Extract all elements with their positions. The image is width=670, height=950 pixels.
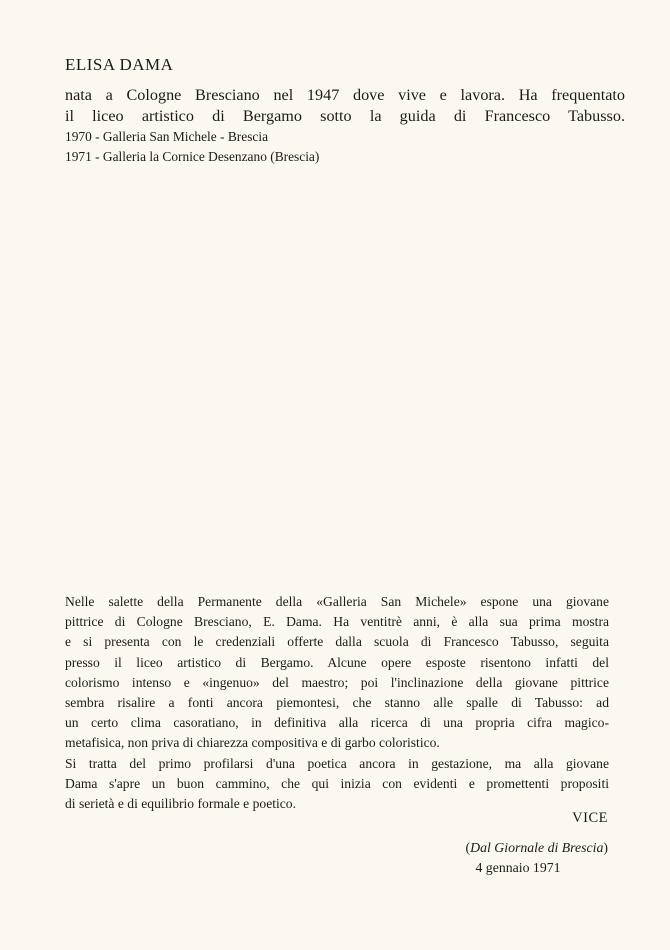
review-line: di serietà e di equilibrio formale e poetico. — [65, 796, 297, 812]
review-line: un certo clima casoratiano, in definitiva alla ricerca di una propria cifra magico- — [65, 715, 609, 731]
review-line: presso il liceo artistico di Bergamo. Alcune opere esposte risentono infatti del — [65, 654, 609, 670]
exhibition-entry: 1970 - Galleria San Michele - Brescia — [65, 129, 269, 144]
review-line: Nelle salette della Permanente della «Galleria San Michele» espone una giovane — [65, 594, 609, 609]
review-line: Si tratta del primo profilarsi d'una poetica ancora in gestazione, ma alla giovane — [65, 755, 609, 771]
review-text — [65, 592, 609, 814]
exhibition-entry: 1971 - Galleria la Cornice Desenzano (Brescia) — [65, 149, 320, 164]
artist-name: ELISA DAMA — [65, 55, 174, 74]
bio-line: il liceo artistico di Bergamo sotto la guida di Francesco Tabusso. — [65, 107, 625, 125]
review-line: pittrice di Cologne Bresciano, E. Dama. Ha ventitrè anni, è alla sua prima mostra — [65, 614, 609, 630]
source-date: 4 gennaio 1971 — [475, 860, 561, 875]
review-signature: VICE — [572, 810, 608, 826]
review-line: Dama s'apre un buon cammino, che qui inizia con evidenti e promettenti propositi — [65, 775, 609, 791]
bio-line: nata a Cologne Bresciano nel 1947 dove vive e lavora. Ha frequentato — [65, 86, 625, 104]
review-line: colorismo intenso e «ingenuo» del maestro; poi l'inclinazione della giovane pittrice — [65, 674, 609, 690]
review-line: metafisica, non priva di chiarezza compositiva e di garbo coloristico. — [65, 735, 440, 751]
source-paren-close: ) — [603, 840, 608, 855]
source-title: Dal Giornale di Brescia — [470, 840, 604, 855]
artist-section — [65, 54, 625, 167]
source-publication — [368, 838, 608, 858]
review-source — [368, 838, 608, 878]
source-paren-open: ( — [465, 840, 471, 855]
review-line: e si presenta con le credenziali offerte dalla scuola di Francesco Tabusso, seguita — [65, 634, 609, 650]
review-line: sembra risalire a fonti ancora piemontesi, che stanno alle spalle di Tabusso: ad — [65, 695, 609, 711]
